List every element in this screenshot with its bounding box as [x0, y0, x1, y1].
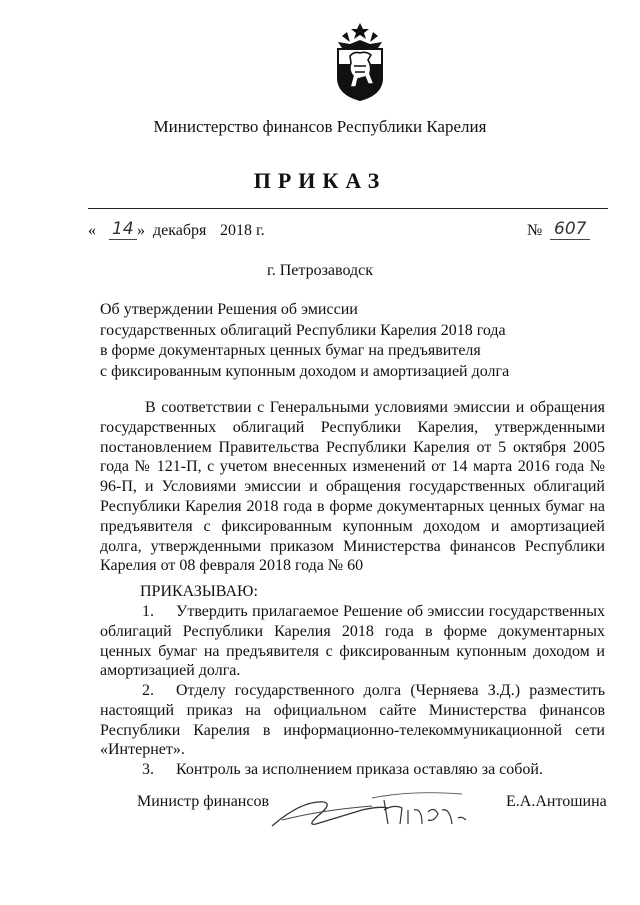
order-item-text: Отделу государственного долга (Черняева З.Д.) разместить настоящий приказ на официальном сайте Министерства финансов Республики Карелия в информационно-телекоммуникационной сети «Интернет».	[100, 682, 605, 759]
order-item	[100, 760, 605, 780]
subject-line: Об утверждении Решения об эмиссии	[100, 301, 358, 318]
republic-emblem-icon	[330, 22, 390, 102]
signer-title: Министр финансов	[137, 793, 270, 810]
date-close-quote: »	[137, 222, 145, 239]
subject-line: в форме документарных ценных бумаг на предъявителя	[100, 342, 481, 359]
ministry-name: Министерство финансов Республики Карелия	[153, 117, 487, 136]
date-day: 14	[109, 219, 137, 240]
order-number: 607	[550, 219, 590, 240]
order-number-label: №	[527, 222, 543, 239]
handwritten-signature-icon	[262, 780, 492, 840]
order-item-number: 1.	[142, 603, 154, 620]
order-item-number: 3.	[142, 761, 154, 778]
subject-line: с фиксированным купонным доходом и амортизацией долга	[100, 362, 510, 380]
subject-line: государственных облигаций Республики Карелия 2018 года	[100, 321, 506, 339]
preamble-paragraph: В соответствии с Генеральными условиями эмиссии и обращения государственных облигаций Республики Карелия, утвержденными постановлением Правительства Республики Карелия от 5 октября 2005 года № 121-П, с учетом внесенных изменений от 14 марта 2016 года № 96-П, и Условиями эмиссии и обращения государственных облигаций Республики Карелия 2018 года в форме документарных ценных бумаг на предъявителя с фиксированным купонным доходом и амортизацией долга, утвержденными приказом Министерства финансов Республики Карелия от 08 февраля 2018 года № 60	[100, 399, 605, 575]
date-open-quote: «	[88, 222, 96, 239]
order-item	[100, 681, 605, 760]
signer-name: Е.А.Антошина	[506, 793, 607, 810]
city: г. Петрозаводск	[266, 262, 374, 279]
date-month: декабря	[153, 222, 207, 239]
subject-block	[100, 300, 509, 382]
order-item-text: Контроль за исполнением приказа оставляю за собой.	[176, 761, 543, 778]
order-item	[100, 602, 605, 681]
document-title: ПРИКАЗ	[253, 168, 387, 193]
order-word: ПРИКАЗЫВАЮ:	[140, 583, 258, 600]
date-year: 2018 г.	[220, 222, 265, 239]
order-item-text: Утвердить прилагаемое Решение об эмиссии государственных облигаций Республики Карелия 2018 года в форме документарных ценных бумаг на предъявителя с фиксированным купонным доходом и амортизацией долга.	[100, 603, 605, 680]
header-divider	[88, 208, 608, 209]
order-item-number: 2.	[142, 682, 154, 699]
